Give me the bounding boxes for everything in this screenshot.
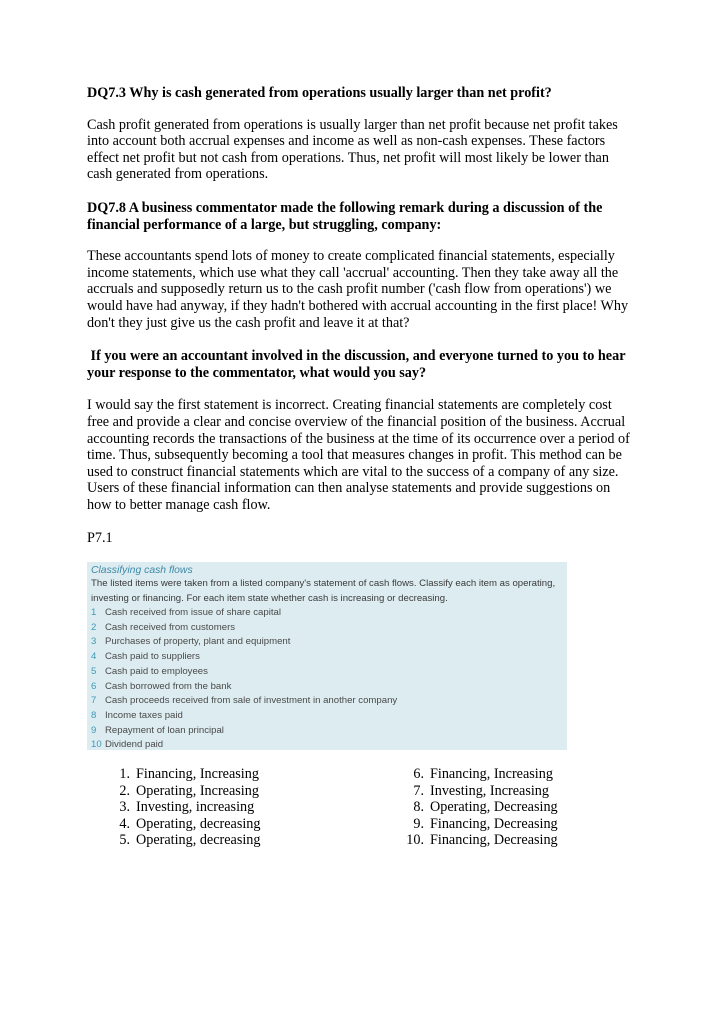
answer-text: Investing, increasing	[136, 799, 255, 816]
figure-item-number: 8	[91, 709, 97, 721]
dq78-question: DQ7.8 A business commentator made the following remark during a discussion of the financial performance of a large, but struggling, company:	[87, 199, 603, 233]
dq78-prompt: If you were an accountant involved in the discussion, and everyone turned to you to hear your response to the commentator, what would you say?	[87, 348, 629, 381]
answer-number: 7.	[413, 782, 424, 799]
figure-item-list	[91, 606, 567, 753]
p71-label: P7.1	[87, 530, 113, 547]
answers-left-column	[87, 766, 260, 849]
answer-text: Investing, Increasing	[430, 782, 549, 799]
figure-item	[91, 709, 567, 724]
dq78-answer: I would say the first statement is incorrect. Creating financial statements are completely cost free and provide a clear and concise overview of the financial position of the business. Accrual accounting records the transactions of the business at the time of its occurrence over a period of time. Thus, subsequently becoming a tool that measures changes in profit. This method can be used to construct financial statements which are vital to the success of a company of any size. Users of these financial information can then analyse statements and provide suggestions on how to better manage cash flow.	[87, 397, 630, 513]
figure-item-number: 10	[91, 739, 102, 751]
figure-title: Classifying cash flows	[91, 565, 193, 577]
answer-item	[401, 816, 558, 833]
figure-item-text: Cash received from issue of share capital	[105, 607, 281, 619]
figure-item-number: 9	[91, 724, 97, 736]
figure-item-number: 1	[91, 607, 97, 619]
answer-number: 10.	[406, 832, 424, 849]
answer-number: 4.	[119, 815, 130, 832]
figure-item	[91, 635, 567, 650]
figure-item	[91, 606, 567, 621]
answer-text: Financing, Increasing	[430, 766, 553, 783]
answer-item	[87, 766, 260, 783]
figure-item-number: 3	[91, 636, 97, 648]
answer-item	[401, 799, 558, 816]
figure-item-number: 4	[91, 651, 97, 663]
answer-item	[401, 832, 558, 849]
answer-item	[401, 766, 558, 783]
figure-item-text: Purchases of property, plant and equipment	[105, 636, 291, 648]
answer-text: Financing, Increasing	[136, 766, 259, 783]
answer-text: Operating, decreasing	[136, 815, 261, 832]
figure-item-text: Dividend paid	[105, 739, 164, 751]
figure-item-number: 2	[91, 621, 97, 633]
figure-item	[91, 694, 567, 709]
answer-number: 2.	[119, 782, 130, 799]
answer-number: 9.	[413, 815, 424, 832]
answer-item	[87, 799, 260, 816]
answer-number: 8.	[413, 799, 424, 816]
dq73-question: DQ7.3 Why is cash generated from operations usually larger than net profit?	[87, 85, 552, 101]
answers-right-column	[401, 766, 558, 849]
answer-item	[87, 783, 260, 800]
answer-item	[87, 816, 260, 833]
answer-text: Operating, Decreasing	[430, 799, 558, 816]
figure-item	[91, 650, 567, 665]
figure-item-text: Income taxes paid	[105, 709, 183, 721]
figure-item-text: Cash borrowed from the bank	[105, 680, 232, 692]
answer-number: 6.	[413, 766, 424, 783]
answer-number: 3.	[119, 799, 130, 816]
answers-list	[87, 766, 632, 856]
figure-item-number: 5	[91, 665, 97, 677]
figure-item	[91, 738, 567, 753]
answer-text: Operating, Increasing	[136, 782, 259, 799]
answer-item	[87, 832, 260, 849]
answer-number: 1.	[119, 766, 130, 783]
figure-item-text: Repayment of loan principal	[105, 724, 224, 736]
figure-item-text: Cash proceeds received from sale of investment in another company	[105, 695, 398, 707]
answer-text: Financing, Decreasing	[430, 832, 558, 849]
dq73-answer: Cash profit generated from operations is usually larger than net profit because net profit takes into account both accrual expenses and income as well as non-cash expenses. These factors effect net profit but not cash from operations. Thus, net profit will most likely be lower than cash generated from operations.	[87, 116, 618, 183]
classifying-cash-flows-figure	[87, 562, 567, 750]
answer-item	[401, 783, 558, 800]
figure-item	[91, 665, 567, 680]
dq78-quote: These accountants spend lots of money to create complicated financial statements, especially income statements, which use what they call 'accrual' accounting. Then they take away all the accruals and supposedly return us to the cash profit number ('cash flow from operations') we would have had anyway, if they hadn't bothered with accrual accounting in the first place! Why don't they just give us the cash profit and leave it at that?	[87, 248, 629, 331]
answer-number: 5.	[119, 832, 130, 849]
answer-text: Operating, decreasing	[136, 832, 261, 849]
document-page	[87, 85, 632, 856]
figure-intro: The listed items were taken from a listed company's statement of cash flows. Classify each item as operating, investing or financing. For each item state whether cash is increasing or decreasing.	[91, 578, 556, 604]
figure-item-text: Cash received from customers	[105, 621, 236, 633]
figure-item	[91, 680, 567, 695]
figure-item-number: 6	[91, 680, 97, 692]
figure-item-text: Cash paid to employees	[105, 665, 208, 677]
figure-item	[91, 621, 567, 636]
figure-item-text: Cash paid to suppliers	[105, 651, 200, 663]
answer-text: Financing, Decreasing	[430, 815, 558, 832]
figure-item-number: 7	[91, 695, 97, 707]
figure-item	[91, 724, 567, 739]
